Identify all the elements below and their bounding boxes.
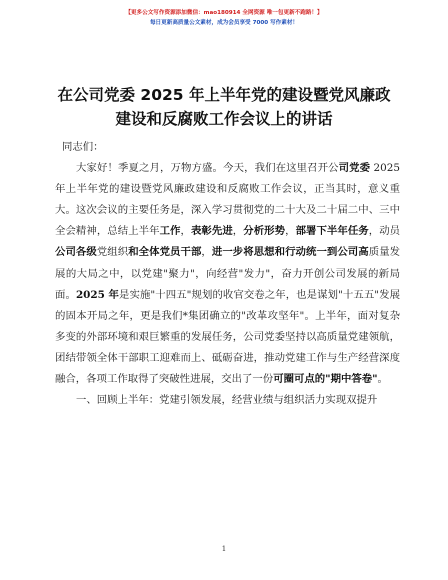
text-run: 党组织 [96, 246, 129, 259]
text-run: 是实施"十四五"规划的收官交卷之年，也是谋划"十五五"发展的固本开局之年，更是我们*集团确立的"改革攻坚年"。上半年，面对复杂多变的外部环境和艰巨繁重的发展任务，公司党委坚持以高质量党建领航，团结带领全体干部职工迎难而上、砥砺奋进，推动党建工作与生产经营深度融合，各项工作取得了突破性进展，交出了一份 [55, 288, 400, 386]
text-run: ， [180, 225, 191, 238]
section-heading-review: 一、回顾上半年：党建引领发展，经营业绩与组织活力实现双提升 [76, 394, 378, 407]
banner-line-1: 【更多公文写作资源添加微信：mao180914 全网资源 唯一包更新不跑路！】 [125, 10, 323, 16]
text-run: ，动员 [368, 225, 401, 238]
bold-run: 进一步将思想和行动统一到公司高 [211, 246, 369, 259]
promo-banner [0, 8, 448, 28]
bold-run: 工作 [159, 225, 181, 238]
document-title [40, 83, 408, 131]
document-body [55, 137, 400, 411]
title-line-2: 建设和反腐败工作会议上的讲话 [115, 110, 333, 128]
text-run: 大家好！季夏之月，万物方盛。今天，我们在这里召开公 [76, 162, 339, 175]
bold-run: 和全体党员干部 [128, 246, 202, 259]
bold-run: 表彰先进 [190, 225, 233, 238]
bold-run: 公司各级 [55, 246, 97, 259]
text-run: 。 [377, 373, 388, 386]
bold-run: 2025 年 [75, 288, 120, 301]
banner-line-2: 每日更新高质量公文素材，成为会员享受 7000 写作素材！ [149, 20, 299, 26]
bold-run: 部署下半年任务 [295, 225, 369, 238]
bold-run: 分析形势 [243, 225, 286, 238]
title-line-1: 在公司党委 2025 年上半年党的建设暨党风廉政 [57, 86, 391, 104]
salutation: 同志们： [62, 141, 104, 153]
text-run: 质量发展的大局之中，以党建"聚力"，向经营"发力"，奋力开创公司发展的新局面。 [55, 246, 401, 301]
text-run: ， [232, 225, 244, 238]
paragraph-opening [55, 158, 400, 390]
bold-run: 可圈可点的"期中答卷" [273, 373, 378, 386]
text-run: ， [201, 246, 212, 259]
text-run: 2025 年上半年党的建设暨党风廉政建设和反腐败工作会议，正当其时，意义重大。这次会议的主要任务是，深入学习贯彻党的二十大及二十届二中、三中全会精神，总结上半年 [55, 162, 401, 238]
page-number: 1 [221, 545, 227, 553]
bold-run: 司党委 [338, 162, 371, 175]
text-run: ， [285, 225, 296, 238]
